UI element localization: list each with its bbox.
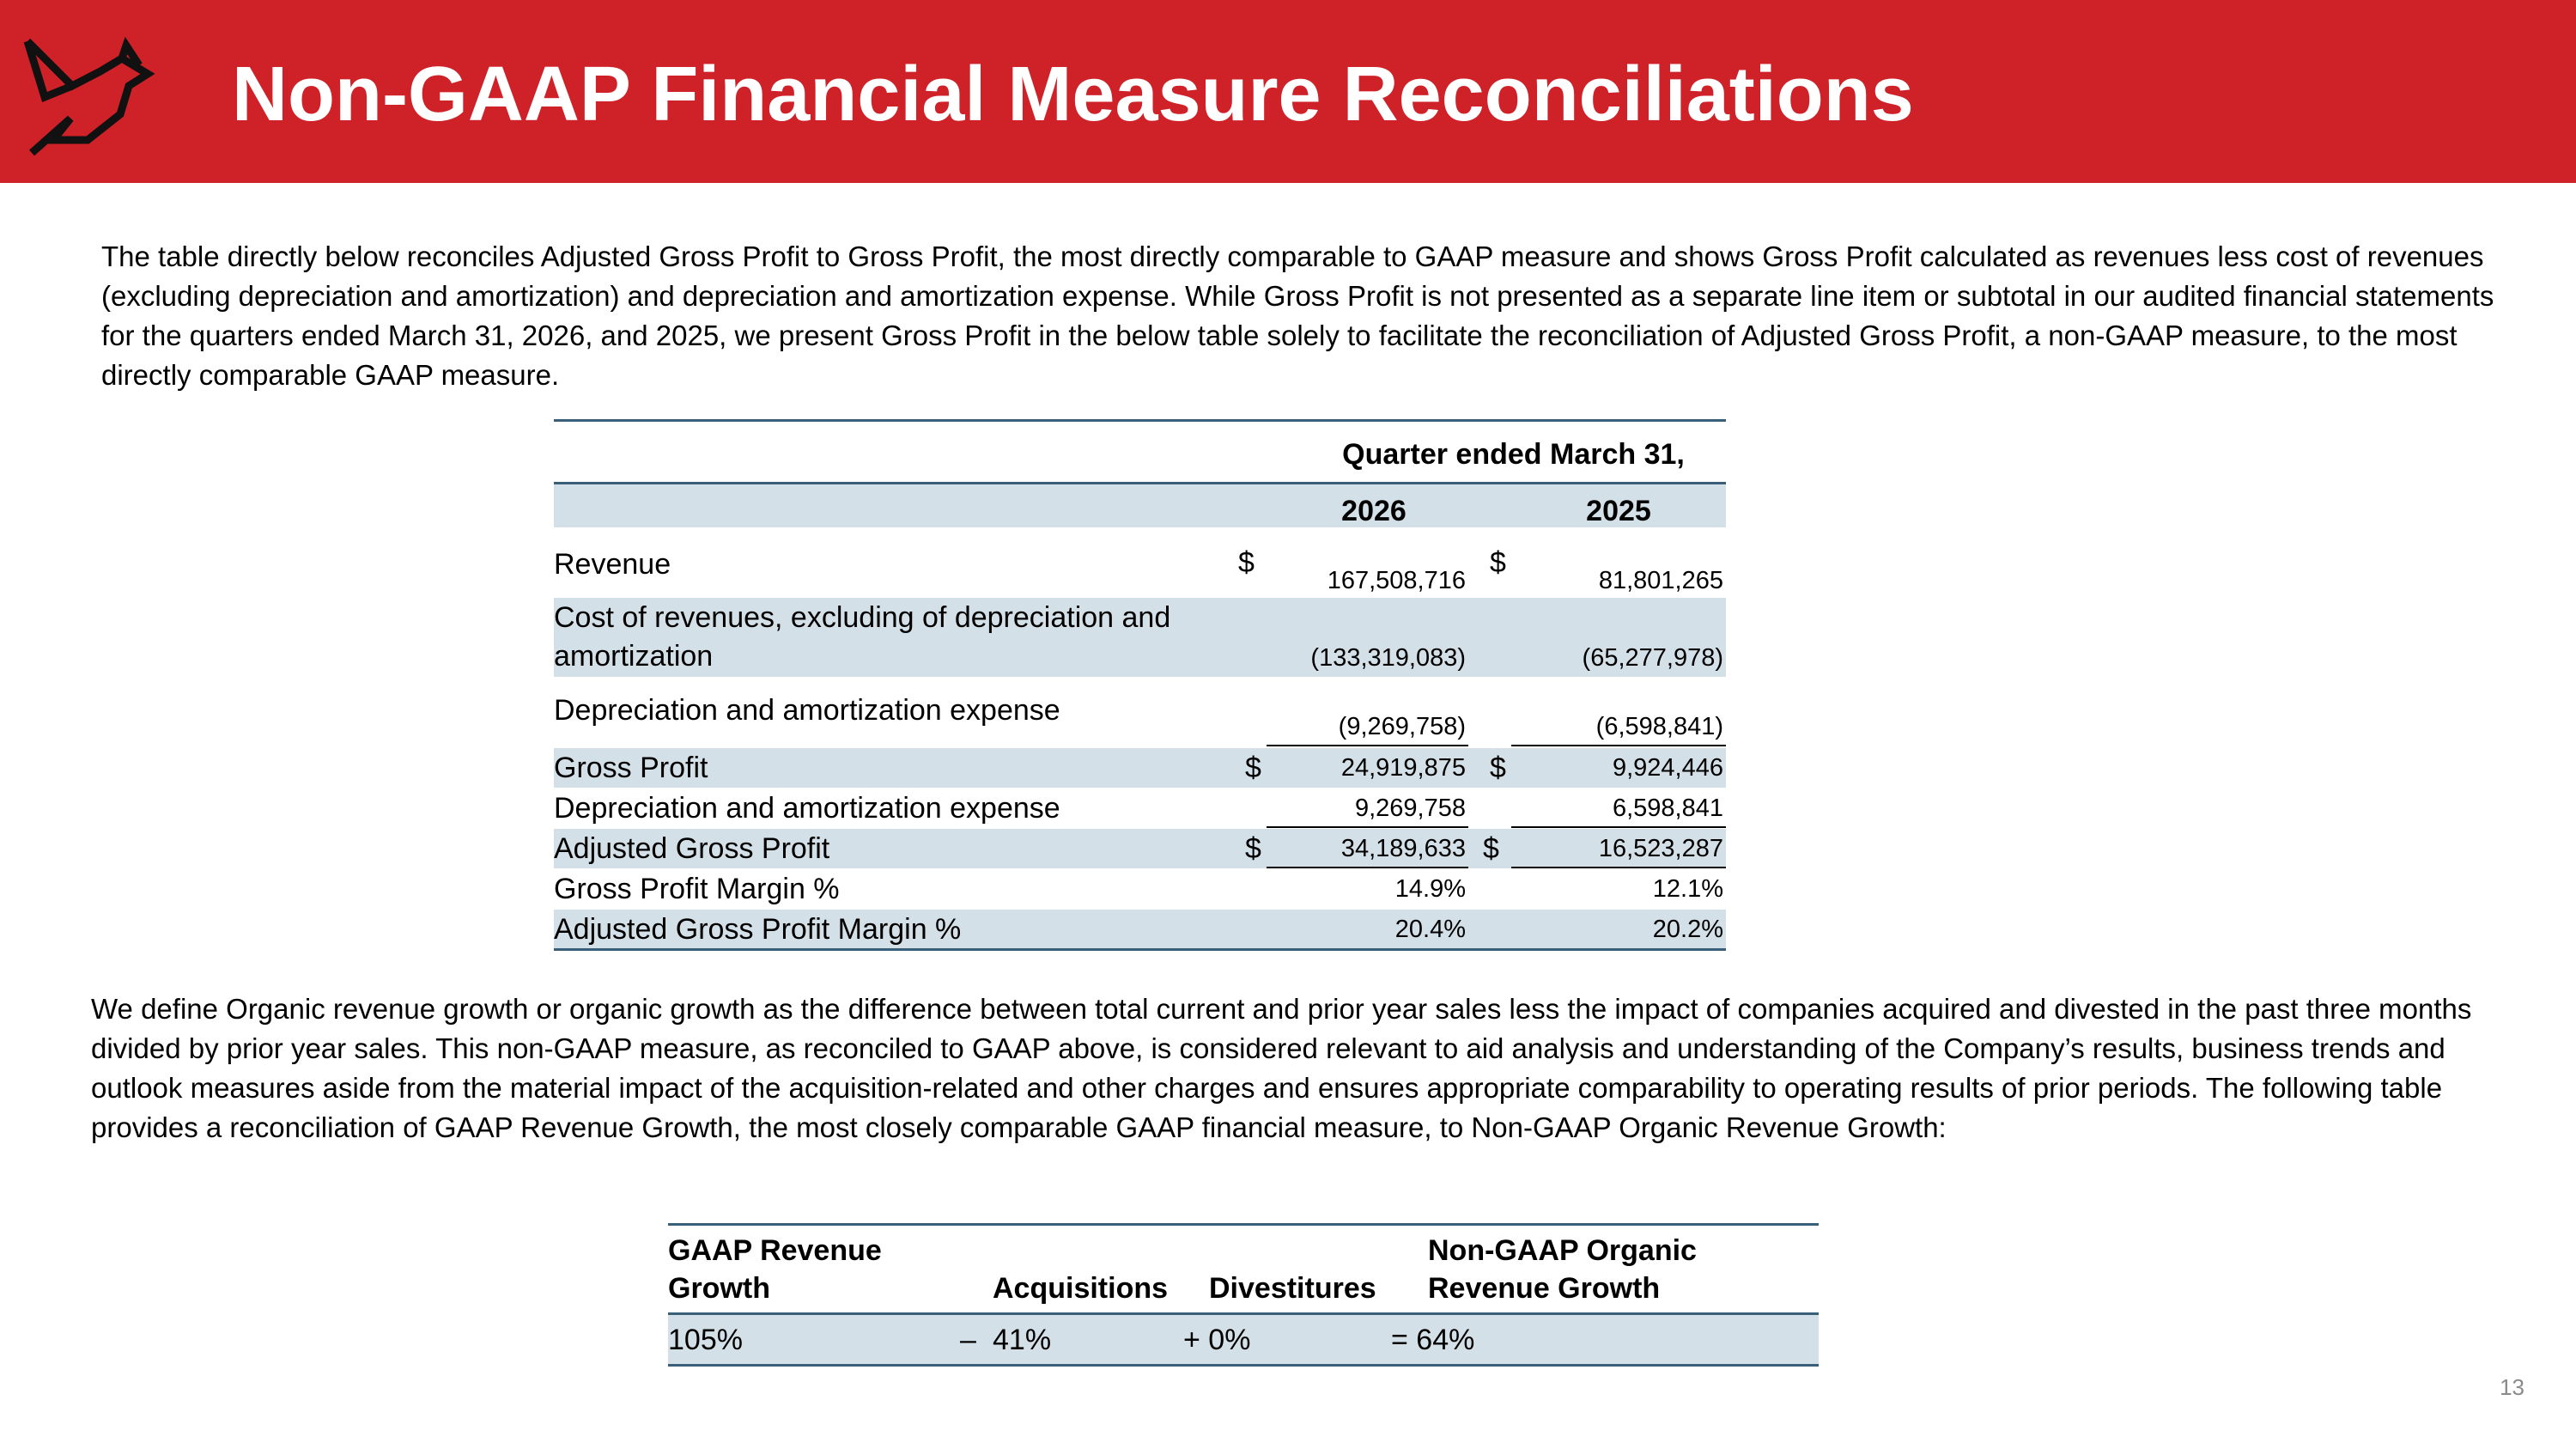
title-bar bbox=[0, 0, 2576, 183]
value-2026: 14.9% bbox=[1394, 875, 1466, 903]
row-label-gross-profit-margin: Gross Profit Margin % bbox=[554, 873, 840, 905]
divestitures-value: + 0% bbox=[1183, 1324, 1251, 1356]
row-label-depreciation: Depreciation and amortization expense bbox=[554, 694, 1060, 727]
currency-symbol: $ bbox=[1245, 832, 1261, 865]
header-divestitures: Divestitures bbox=[1209, 1272, 1376, 1305]
value-2025: 9,924,446 bbox=[1612, 754, 1723, 782]
value-2025: (6,598,841) bbox=[1595, 713, 1723, 740]
value-2026: 20.4% bbox=[1394, 916, 1466, 943]
header-gaap-revenue-growth-cont: Growth bbox=[668, 1272, 770, 1305]
acquisitions-value: 41% bbox=[993, 1324, 1052, 1356]
organic-growth-paragraph: We define Organic revenue growth or organic growth as the difference between total current and prior year sales less the impact of companies acquired and divested in the past three months divided by prior year sales. This non-GAAP measure, as reconciled to GAAP above, is considered relevant to aid analysis and understanding of the Company’s results, business trends and outlook measures aside from the material impact of the acquisition-related and other charges and ensures appropriate comparability to operating results of prior periods. The following table provides a reconciliation of GAAP Revenue Growth, the most closely comparable GAAP financial measure, to Non-GAAP Organic Revenue Growth: bbox=[91, 993, 2472, 1143]
value-2025: 6,598,841 bbox=[1612, 795, 1723, 822]
header-organic-growth: Non-GAAP Organic bbox=[1428, 1234, 1697, 1267]
currency-symbol: $ bbox=[1490, 546, 1506, 579]
currency-symbol: $ bbox=[1238, 546, 1255, 579]
gross-profit-table bbox=[554, 419, 1726, 950]
row-label-adjusted-gross-profit: Adjusted Gross Profit bbox=[554, 832, 830, 865]
table-top-rule bbox=[668, 1223, 1819, 1226]
value-2026: 24,919,875 bbox=[1340, 754, 1466, 782]
row-label-depreciation: Depreciation and amortization expense bbox=[554, 792, 1060, 825]
header-organic-growth-cont: Revenue Growth bbox=[1428, 1272, 1661, 1305]
currency-symbol: $ bbox=[1483, 832, 1499, 865]
gaap-revenue-growth-value: 105% bbox=[668, 1324, 743, 1356]
currency-symbol: $ bbox=[1245, 752, 1261, 784]
header-gaap-revenue-growth: GAAP Revenue bbox=[668, 1234, 882, 1267]
organic-growth-table bbox=[668, 1223, 1819, 1367]
column-header-2025: 2025 bbox=[1586, 495, 1651, 527]
value-2025: (65,277,978) bbox=[1582, 644, 1723, 672]
column-header-2026: 2026 bbox=[1341, 495, 1406, 527]
table-bottom-rule bbox=[554, 948, 1726, 951]
value-2025: 12.1% bbox=[1652, 875, 1723, 903]
subtotal-underline bbox=[1511, 745, 1726, 746]
currency-symbol: $ bbox=[1490, 752, 1506, 784]
subtotal-underline bbox=[1267, 745, 1468, 746]
total-underline bbox=[1267, 867, 1468, 868]
value-2025: 16,523,287 bbox=[1598, 835, 1723, 862]
page-title: Non-GAAP Financial Measure Reconciliations bbox=[232, 52, 1914, 137]
cardinal-logo-icon bbox=[19, 33, 161, 157]
row-label-cost-of-revenues-cont: amortization bbox=[554, 640, 714, 673]
total-underline bbox=[1511, 867, 1726, 868]
row-label-revenue: Revenue bbox=[554, 548, 671, 581]
value-2026: 9,269,758 bbox=[1354, 795, 1466, 822]
page-number: 13 bbox=[2500, 1374, 2524, 1400]
value-2026: (9,269,758) bbox=[1338, 713, 1466, 740]
header-acquisitions: Acquisitions bbox=[993, 1272, 1169, 1305]
minus-operator: – bbox=[960, 1324, 976, 1356]
subtotal-underline bbox=[1267, 826, 1468, 828]
row-label-adjusted-gross-profit-margin: Adjusted Gross Profit Margin % bbox=[554, 913, 962, 946]
value-2026: (133,319,083) bbox=[1310, 644, 1466, 672]
table-top-rule bbox=[554, 419, 1726, 422]
value-2025: 20.2% bbox=[1652, 916, 1723, 943]
subtotal-underline bbox=[1511, 826, 1726, 828]
row-label-cost-of-revenues: Cost of revenues, excluding of depreciation and bbox=[554, 601, 1171, 634]
header-rule bbox=[554, 482, 1726, 484]
value-2026: 167,508,716 bbox=[1327, 567, 1466, 594]
row-label-gross-profit: Gross Profit bbox=[554, 752, 708, 784]
value-2026: 34,189,633 bbox=[1340, 835, 1466, 862]
value-2025: 81,801,265 bbox=[1598, 567, 1723, 594]
intro-paragraph: The table directly below reconciles Adjusted Gross Profit to Gross Profit, the most directly comparable to GAAP measure and shows Gross Profit calculated as revenues less cost of revenues (excluding depreciation and amortization) and depreciation and amortization expense. While Gross Profit is not presented as a separate line item or subtotal in our audited financial statements for the quarters ended March 31, 2026, and 2025, we present Gross Profit in the below table solely to facilitate the reconciliation of Adjusted Gross Profit, a non-GAAP measure, to the most directly comparable GAAP measure. bbox=[101, 240, 2494, 391]
organic-growth-value: = 64% bbox=[1391, 1324, 1475, 1356]
period-header: Quarter ended March 31, bbox=[1342, 438, 1685, 471]
table-bottom-rule bbox=[668, 1364, 1819, 1367]
